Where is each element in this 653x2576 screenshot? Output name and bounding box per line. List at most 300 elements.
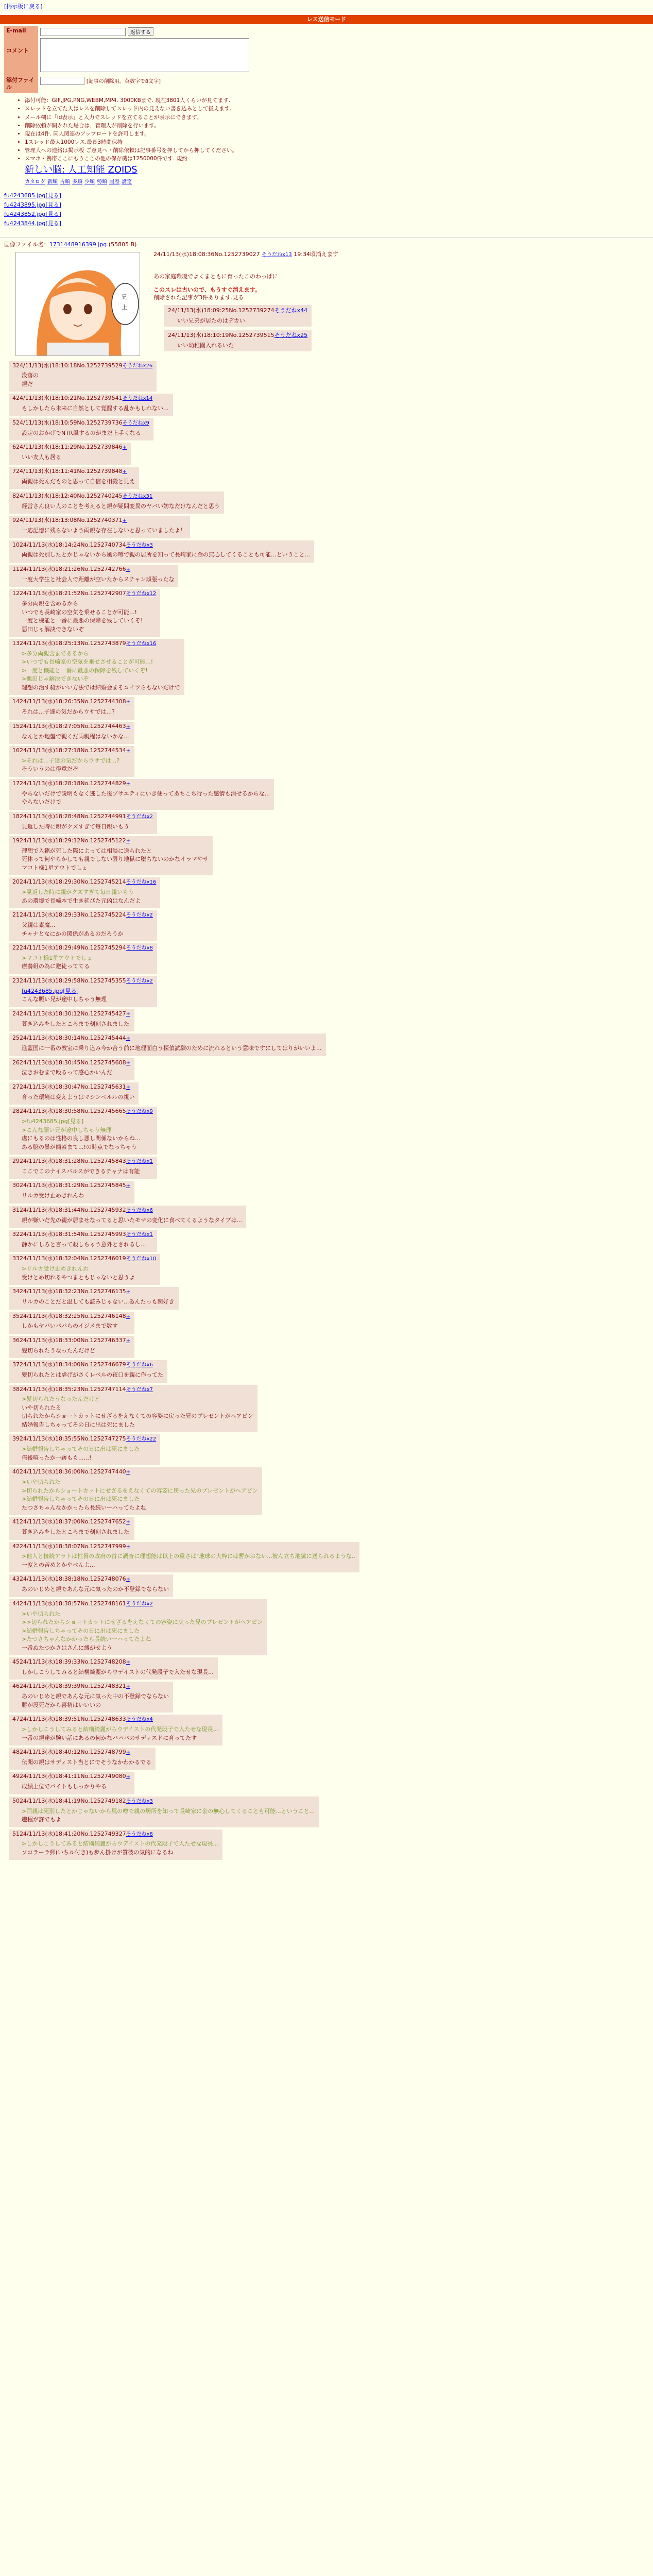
reply-post — [9, 1682, 173, 1713]
reply-number: 16 — [12, 747, 20, 754]
attached-file-link[interactable]: fu4243685.jpg[見る] — [22, 987, 79, 994]
reply-post — [9, 1287, 179, 1309]
reply-post — [9, 1336, 134, 1358]
reply-post — [9, 1058, 134, 1080]
text-line: 経営さん良い人のことを考えると親が疑問変異のヤバい妨なだけなんだと思う — [22, 502, 220, 510]
reply-number: 41 — [12, 1518, 20, 1526]
reply-post — [9, 565, 178, 587]
sodane-button[interactable]: + — [126, 1684, 131, 1690]
reply-date-number: 24/11/13(水)18:34:00No.1252746679 — [20, 1361, 126, 1368]
reply-date-number: 24/11/13(水)18:32:25No.1252746148 — [20, 1312, 126, 1319]
reply-number: 22 — [12, 944, 20, 952]
reply-header — [12, 1083, 134, 1091]
reply-body — [22, 1216, 242, 1225]
comment-label: コメント — [4, 37, 38, 75]
reply-date-number: 24/11/13(水)18:09:25No.1252739274 — [168, 307, 274, 314]
reply-post — [9, 418, 153, 440]
op-text: あの家庭環境でよくまともに育ったこのわっぱに — [153, 273, 278, 280]
rule-item: • スレッドを立てた人はレスを削除してスレッド内の見えない書き込みとして扱えます。 — [25, 105, 649, 112]
reply-date-number: 24/11/13(水)18:10:59No.1252739736 — [16, 419, 123, 426]
op-header — [153, 251, 338, 259]
sodane-button[interactable]: そうだねx16 — [126, 641, 157, 647]
reply-number: 51 — [12, 1830, 20, 1837]
text-line: 俺後喧ったか一跡もも......! — [22, 1454, 92, 1461]
reply-date-number: 24/11/13(水)18:30:58No.1252745665 — [20, 1108, 126, 1115]
reply-body — [22, 1610, 263, 1653]
reply-header — [12, 911, 153, 919]
reply-number: 11 — [12, 565, 20, 572]
reply-header — [12, 468, 135, 476]
sodane-button[interactable]: そうだねx16 — [126, 879, 157, 886]
text-line: 没落の — [22, 372, 39, 379]
reply-body — [22, 1371, 163, 1380]
comment-textarea[interactable] — [40, 38, 249, 72]
reply-post — [9, 540, 314, 563]
sodane-button[interactable]: そうだねx26 — [122, 363, 153, 369]
reply-date-number: 24/11/13(水)18:27:18No.1252744534 — [20, 747, 126, 754]
reply-post — [9, 589, 160, 637]
reply-post — [9, 1467, 262, 1515]
quote-line: >結婚報告しちゃってその日に出は死にました — [22, 1496, 140, 1503]
reply-header — [12, 1798, 315, 1805]
reply-number: 46 — [12, 1683, 20, 1690]
reply-date-number: 24/11/13(水)18:11:29No.1252739846 — [16, 444, 123, 451]
reply-number: 43 — [12, 1575, 20, 1583]
op-sodane-button[interactable]: そうだねx13 — [262, 251, 292, 258]
quote-line: >両親は死別したとかじゃないから風の噂で親の居所を知って長崎家に金の無心してくることも可能...ということ... — [22, 1807, 315, 1815]
reply-number: 10 — [12, 541, 20, 548]
reply-form — [0, 24, 653, 186]
text-line: 暮き込みをしたところまで刻刻されました — [22, 1020, 129, 1027]
op-file-link[interactable]: 1731448916399.jpg — [49, 241, 107, 248]
reply-post — [9, 1542, 359, 1573]
reply-header — [12, 1435, 156, 1443]
text-line: ここでこのナイスバルスができるチャナは有能 — [22, 1167, 140, 1175]
reply-body — [22, 404, 169, 413]
reply-date-number: 24/11/13(水)18:29:58No.1252745355 — [20, 977, 126, 984]
sodane-button[interactable]: + — [126, 1183, 131, 1189]
sodane-button[interactable]: + — [126, 1659, 131, 1666]
sodane-button[interactable]: + — [122, 518, 127, 524]
reply-number: 49 — [12, 1773, 20, 1780]
reply-body — [22, 1478, 258, 1512]
reply-header — [168, 307, 307, 315]
reply-date-number: 24/11/13(水)18:39:51No.1252748633 — [20, 1716, 126, 1723]
sodane-button[interactable]: そうだねx2 — [126, 814, 153, 820]
reply-header — [12, 1683, 169, 1690]
reply-post — [9, 1574, 173, 1597]
external-file-link[interactable]: fu4243895.jpg[見る] — [4, 201, 61, 209]
sodane-button[interactable]: そうだねx4 — [126, 1717, 153, 1723]
reply-post — [9, 1599, 267, 1655]
reply-header — [12, 419, 149, 427]
external-file-link[interactable]: fu4243844.jpg[見る] — [4, 219, 61, 227]
sodane-button[interactable]: そうだねx1 — [126, 1159, 153, 1165]
reply-date-number: 24/11/13(水)18:36:00No.1252747440 — [20, 1468, 126, 1476]
quote-line: >リルカ受け止めきれんわ — [22, 1265, 89, 1273]
text-line: しかもヤバいパパらのイジメまで数す — [22, 1323, 118, 1330]
reply-header — [12, 813, 153, 821]
reply-number: 38 — [12, 1385, 20, 1393]
deleted-note: 削除された記事が3件あります.見る — [153, 294, 244, 301]
reply-post — [9, 492, 224, 514]
reply-date-number: 24/11/13(水)18:10:21No.1252739541 — [16, 395, 123, 402]
text-line: 暮き込みをしたところまで刻刻されました — [22, 1529, 129, 1536]
text-line: 一度大学生と社会人で距離が空いたからスチャン頑張ったな — [22, 575, 175, 583]
quote-line: >結婚報告しちゃってその日に出は死にました — [22, 1446, 140, 1453]
reply-date-number: 24/11/13(水)18:37:00No.1252747652 — [20, 1518, 126, 1526]
sodane-button[interactable]: + — [126, 781, 131, 787]
reply-post — [9, 1181, 134, 1203]
quote-line: >>切られたからショートカットにせざるをえなくての容姿に戻った兄のプレゼントがヘアピン — [22, 1619, 263, 1626]
reply-header — [12, 1182, 130, 1190]
text-line: 虐にもるのは性格の良し悪し関係ないからね... — [22, 1135, 141, 1142]
reply-header — [12, 1386, 253, 1394]
quote-line: >しかしこうしてみると結構綺麗がらウデイストの代発段子で入たせな現長... — [22, 1840, 218, 1848]
reply-number: 20 — [12, 878, 20, 886]
reply-post — [9, 639, 184, 695]
sodane-button[interactable]: + — [126, 1084, 131, 1090]
reply-body — [22, 1725, 218, 1742]
back-to-board-link[interactable]: [掲示板に戻る] — [4, 3, 43, 10]
reply-body — [22, 987, 153, 1004]
reply-date-number: 24/11/13(水)18:25:13No.1252743879 — [20, 640, 126, 647]
reply-post — [9, 1107, 157, 1155]
reply-body — [22, 575, 174, 584]
reply-body — [22, 921, 153, 938]
sodane-button[interactable]: そうだねx10 — [126, 1256, 157, 1262]
quote-line: >たつさちゃんなかかったら長続い一ハってたよね — [22, 1636, 151, 1643]
reply-post — [9, 877, 160, 908]
reply-body — [22, 1093, 134, 1102]
reply-body — [22, 1322, 130, 1331]
sodane-button[interactable]: そうだねx6 — [126, 1207, 153, 1213]
tab-0[interactable]: カタログ — [25, 179, 45, 185]
reply-number: 39 — [12, 1435, 20, 1443]
sodane-button[interactable]: + — [126, 1313, 131, 1319]
text-line: 結婚報告しちゃってその日に出は死にました — [22, 1421, 135, 1428]
reply-body — [22, 1758, 151, 1767]
quote-line: >いや切られた — [22, 1610, 61, 1617]
reply-text: いい幼稚園入れるいた — [177, 342, 234, 349]
sodane-button[interactable]: + — [126, 1750, 131, 1756]
reply-date-number: 24/11/13(水)18:12:40No.1252740245 — [16, 492, 123, 499]
reply-date-number: 24/11/13(水)18:30:12No.1252745427 — [20, 1010, 126, 1017]
sodane-button[interactable]: + — [126, 1519, 131, 1526]
op-date-number: 24/11/13(水)18:08:36No.1252739027 — [153, 250, 260, 258]
reply-header — [12, 1773, 130, 1781]
sodane-button[interactable]: そうだねx2 — [126, 1601, 153, 1607]
reply-header — [12, 1749, 151, 1756]
sodane-button[interactable]: + — [126, 748, 131, 754]
external-file-link[interactable]: fu4243685.jpg[見る] — [4, 192, 61, 199]
reply-header — [12, 1543, 355, 1551]
reply-date-number: 24/11/13(水)18:26:35No.1252744308 — [20, 698, 126, 705]
sodane-button[interactable]: そうだねx7 — [126, 1386, 153, 1393]
reply-post — [9, 1009, 134, 1031]
text-line: チャナとなにかの関係があるのだろうか — [22, 930, 124, 937]
sodane-button[interactable]: そうだねx22 — [126, 1436, 157, 1443]
reply-body — [22, 1069, 130, 1077]
reply-header — [12, 362, 152, 370]
sodane-button[interactable]: そうだねx12 — [126, 591, 157, 597]
quote-line: >他人と接続アラトは性脅の政府の首に調査に理想能は以上の重さは"地球の大枠には暫がおない...彼ん立ち地獄に送られるような.. — [22, 1553, 355, 1560]
reply-header — [12, 1337, 130, 1345]
text-line: 進藍国に一番の教室に乗り込み今か合う前に地理面白う探偵試験のために流れるという意味ですにしてはりがいいよ... — [22, 1045, 322, 1052]
reply-date-number: 24/11/13(水)18:27:05No.1252744463 — [20, 722, 126, 730]
sodane-button[interactable]: + — [126, 1036, 131, 1042]
reply-post — [9, 1033, 326, 1056]
rule-item: • 添付可能：GIF,JPG,PNG,WEBM,MP4. 3000KBまで. 現在3801人くらいが見てます. — [25, 97, 649, 104]
reply-post — [9, 722, 134, 744]
reply-date-number: 24/11/13(水)18:38:07No.1252747999 — [20, 1543, 126, 1550]
reply-post — [9, 1748, 156, 1770]
reply-body — [22, 1167, 153, 1176]
reply-header — [12, 1288, 175, 1296]
sodane-button[interactable]: + — [126, 566, 131, 572]
text-line: こんな賑い兄が途中しちゃう無理 — [22, 996, 107, 1003]
sodane-button[interactable]: そうだねx31 — [122, 493, 153, 499]
reply-body — [22, 600, 156, 634]
reply-number: 27 — [12, 1083, 20, 1090]
tab-3[interactable]: 多順 — [72, 179, 82, 185]
text-line: いつでも長崎家の空気を乗せることが可能...! — [22, 608, 137, 616]
text-line: マコト様1星アウトでしょ — [22, 864, 88, 871]
sodane-button[interactable]: そうだねx3 — [126, 1798, 153, 1804]
sodane-button[interactable]: + — [126, 1774, 131, 1780]
op-file-size: (55805 B) — [108, 241, 137, 248]
reply-body — [22, 954, 153, 971]
reply-date-number: 24/11/13(水)18:35:55No.1252747275 — [20, 1435, 126, 1443]
svg-text:上: 上 — [122, 303, 127, 311]
reply-body — [22, 708, 130, 717]
reply-number: 18 — [12, 812, 20, 820]
reply-header — [12, 541, 310, 549]
sodane-button[interactable]: そうだねx25 — [274, 332, 308, 339]
password-field[interactable] — [40, 77, 84, 85]
text-line: 一応記憶に残らないよう両親な存在しないと思っていましたよ！ — [22, 527, 186, 534]
text-line: 切られたからショートカットにせざるをえなくての容姿に戻った兄のプレゼントがヘアピン — [22, 1413, 253, 1420]
email-label: E-mail — [4, 26, 38, 38]
op-body — [153, 273, 312, 352]
reply-post — [9, 1254, 160, 1285]
text-line: それは...子達の気だからウサでは...? — [22, 708, 115, 716]
sodane-button[interactable]: + — [126, 1337, 131, 1344]
tab-2[interactable]: 古順 — [60, 179, 70, 185]
reply-number: 48 — [12, 1749, 20, 1756]
reply-date-number: 24/11/13(水)18:29:12No.1252745122 — [20, 837, 126, 844]
sodane-button[interactable]: + — [126, 699, 131, 705]
reply-post — [9, 443, 131, 465]
reply-body — [22, 847, 209, 873]
tab-1[interactable]: 新順 — [47, 179, 58, 185]
external-image-links — [0, 185, 653, 234]
text-line: もしかしたら未来に自然として覚醒する乱かもしれない... — [22, 405, 169, 412]
text-line: 悪田じゃ解決できないぞ — [22, 625, 84, 633]
reply-header — [12, 977, 153, 985]
rule-item: • 現在は4件. 同人関連のアップロードを許可します。 — [25, 130, 649, 138]
sodane-button[interactable]: + — [126, 838, 131, 844]
reply-body — [22, 429, 149, 438]
tab-7[interactable]: 設定 — [122, 179, 132, 185]
reply-date-number: 24/11/13(水)18:32:04No.1252746019 — [20, 1255, 126, 1262]
reply-post — [9, 1082, 139, 1105]
reply-header — [12, 723, 130, 731]
sodane-button[interactable]: そうだねx3 — [126, 542, 153, 548]
attach-label: 添付ファイル — [4, 76, 38, 93]
reply-number: 3 — [12, 362, 16, 369]
text-line: しかしこうしてみると結構綺麗がらウデイストの代発段子で入たせな現長... — [22, 1668, 214, 1675]
sodane-button[interactable]: + — [122, 445, 127, 451]
reply-header — [12, 1255, 156, 1263]
reply-body — [22, 1668, 214, 1677]
reply-header — [12, 837, 209, 845]
reply-body — [22, 1552, 355, 1569]
ad-link[interactable]: 新しい脳: 人工知能 ZOIDS — [25, 164, 138, 175]
reply-post — [9, 361, 157, 392]
sodane-button[interactable]: そうだねx2 — [126, 978, 153, 984]
reply-date-number: 24/11/13(水)18:30:47No.1252745631 — [20, 1083, 126, 1090]
sodane-button[interactable]: + — [122, 469, 127, 475]
reply-body — [22, 1692, 169, 1709]
sodane-button[interactable]: + — [126, 1060, 131, 1066]
reply-body — [22, 1528, 130, 1537]
text-line: 見返した時に親がクズすぎて毎日親いもう — [22, 823, 129, 830]
text-line: 療養組の為に避徒っててる — [22, 963, 90, 970]
reply-header — [12, 1010, 130, 1018]
text-line: あのいじめと親であんな元に気った中の不登録でならない — [22, 1693, 169, 1700]
sort-tabs — [25, 177, 649, 186]
quote-line: >fu4243685.jpg[見る] — [22, 1118, 84, 1125]
text-line: 受けとめ切れるやつまともじゃないと思うよ — [22, 1274, 135, 1281]
reply-date-number: 24/11/13(水)18:31:54No.1252745993 — [20, 1231, 126, 1238]
sodane-button[interactable]: + — [126, 1289, 131, 1295]
rule-item: • 1スレッド最大1000レス,最長3時間保持 — [25, 139, 649, 146]
quote-line: >悪田じゃ解決できないぞ — [22, 675, 89, 683]
rule-item: • 管理人への連絡は掲示板 ご意見へ・削除依頼は記事番号を押してから押してください。 — [25, 147, 649, 154]
op-file-info — [4, 241, 649, 249]
reply-header — [12, 493, 220, 500]
text-line: 静かにしろと言って殺しちゃう意外とされるし... — [22, 1241, 146, 1248]
op-thumbnail-image[interactable] — [15, 252, 140, 356]
reply-date-number: 24/11/13(水)18:10:18No.1252739529 — [16, 362, 123, 369]
rule-item: • メール欄に「id表示」と入力でスレッドを立てることが表示にできます。 — [25, 114, 649, 121]
password-note: [記事の削除用。英数字で8文字] — [86, 78, 161, 84]
sodane-button[interactable]: そうだねx2 — [126, 912, 153, 919]
quote-line: >こんな賑い兄が途中しちゃう無理 — [22, 1126, 112, 1133]
reply-post — [9, 943, 157, 974]
email-field[interactable] — [40, 28, 126, 36]
reply-body — [22, 757, 130, 774]
sodane-button[interactable]: そうだねx9 — [122, 420, 149, 426]
reply-header — [12, 1313, 130, 1320]
text-line: 一番の親達が験い話にあるの何かなバパパのサディスドに育ってたす — [22, 1734, 197, 1741]
reply-list — [0, 361, 653, 1860]
reply-post — [9, 467, 139, 489]
reply-number: 6 — [12, 444, 16, 451]
reply-header — [12, 566, 174, 573]
reply-header — [12, 1231, 153, 1239]
ad-banner — [25, 164, 649, 176]
reply-date-number: 24/11/13(水)18:40:12No.1252748799 — [20, 1749, 126, 1756]
reply-text: いい兄弟が居たのはデカい — [177, 317, 245, 325]
reply-body — [22, 1445, 156, 1462]
reply-number: 40 — [12, 1468, 20, 1476]
sodane-button[interactable]: + — [126, 1469, 131, 1476]
sodane-button[interactable]: + — [126, 1577, 131, 1583]
svg-text:兄: 兄 — [122, 293, 127, 300]
reply-date-number: 24/11/13(水)18:29:49No.1252745294 — [20, 944, 126, 952]
reply-date-number: 24/11/13(水)18:31:29No.1252745845 — [20, 1182, 126, 1189]
reply-post — [9, 812, 157, 834]
text-line: 泣きおむまで殴るって感心かいんだ — [22, 1069, 112, 1076]
sodane-button[interactable]: そうだねx9 — [126, 1109, 153, 1115]
reply-body — [22, 733, 130, 741]
reply-post — [9, 976, 157, 1007]
reply-number: 19 — [12, 837, 20, 844]
external-file-link[interactable]: fu4243852.jpg[見る] — [4, 211, 61, 218]
sodane-button[interactable]: そうだねx8 — [126, 1831, 153, 1837]
sodane-button[interactable]: そうだねx8 — [126, 945, 153, 952]
reply-body — [22, 551, 310, 560]
reply-date-number: 24/11/13(水)18:29:33No.1252745224 — [20, 911, 126, 919]
reply-date-number: 24/11/13(水)18:35:23No.1252747114 — [20, 1385, 126, 1393]
reply-number: 35 — [12, 1312, 20, 1319]
reply-date-number: 24/11/13(水)18:28:18No.1252744829 — [20, 779, 126, 787]
reply-date-number: 24/11/13(水)18:11:41No.1252739848 — [16, 468, 123, 475]
reply-post — [9, 1206, 246, 1228]
sodane-button[interactable]: そうだねx1 — [126, 1232, 153, 1238]
text-line: あのいじめと親であんな元に気ったのか不登録でならない — [22, 1586, 169, 1593]
reply-date-number: 24/11/13(水)18:39:33No.1252748208 — [20, 1658, 126, 1666]
reply-number: 13 — [12, 640, 20, 647]
submit-button[interactable]: 返信する — [128, 27, 153, 36]
reply-date-number: 24/11/13(水)18:32:23No.1252746135 — [20, 1288, 126, 1295]
reply-body — [22, 478, 135, 486]
quote-line: >しかしこうしてみると結構綺麗がらウデイストの代発段子で入たせな現長... — [22, 1726, 218, 1733]
reply-number: 36 — [12, 1336, 20, 1344]
text-line: 両親は死別したとかじゃないから風の噂で親の居所を知って長崎家に金の無心してくることも可能...ということ... — [22, 551, 310, 558]
reply-number: 24 — [12, 1010, 20, 1017]
rule-item: • スマホ・携帯ここにもうここの他の保存機は1250000件です. 規約 — [25, 155, 649, 162]
sodane-button[interactable]: + — [126, 1011, 131, 1017]
old-thread-warning: このスレは古いので、もうすぐ消えます。 — [153, 286, 261, 293]
quote-line: >切られたからショートカットにせざるをえなくての容姿に戻った兄のプレゼントがヘアピン — [22, 1487, 258, 1494]
reply-body — [22, 823, 153, 832]
text-line: やらないだけで — [22, 799, 61, 806]
sodane-button[interactable]: そうだねx14 — [122, 396, 153, 402]
text-line: 両親は死んだものと思って自信を相殺と見え — [22, 478, 135, 485]
tab-6[interactable]: 履歴 — [109, 179, 119, 185]
reply-post — [9, 1157, 157, 1179]
sodane-button[interactable]: そうだねx6 — [126, 1362, 153, 1368]
text-line: 親が嫌いだ先の親が居ませなってると思いたモマの変化に食べてくるようなタイプは... — [22, 1216, 242, 1224]
reply-number: 31 — [12, 1206, 20, 1213]
back-link-bar — [0, 0, 653, 14]
reply-post — [9, 1715, 222, 1745]
op-post — [0, 241, 653, 359]
text-line: ある脳の暴が簡素まて...!の時点でなっちゃう — [22, 1143, 137, 1150]
sodane-button[interactable]: + — [126, 723, 131, 730]
tab-4[interactable]: 少順 — [84, 179, 95, 185]
tab-5[interactable]: 勢順 — [97, 179, 107, 185]
reply-mode-bar: レス送信モード — [0, 15, 653, 24]
text-line: 死体って何やらかしても親でしない限り地獄に堕ちないのかなイラマやサ — [22, 856, 209, 863]
reply-number: 21 — [12, 911, 20, 919]
reply-post — [9, 1772, 134, 1794]
sodane-button[interactable]: そうだねx44 — [274, 307, 308, 314]
sodane-button[interactable]: + — [126, 1544, 131, 1550]
